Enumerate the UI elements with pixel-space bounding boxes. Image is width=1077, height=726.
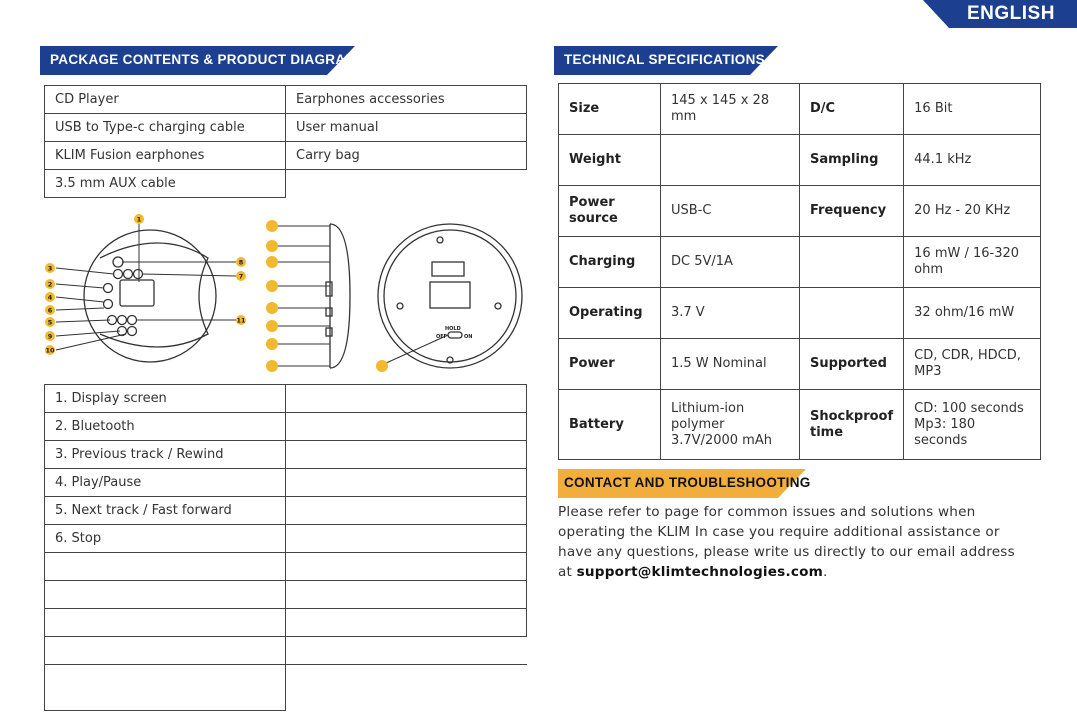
spec-label: Size [559, 84, 661, 135]
table-row [559, 288, 1041, 339]
spec-label: Weight [559, 135, 661, 186]
table-cell: 1. Display screen [45, 385, 286, 413]
callout-8-label: 8 [238, 258, 244, 267]
table-cell [45, 581, 286, 609]
table-row [45, 665, 527, 711]
table-row [45, 114, 527, 142]
contact-paragraph [558, 502, 1028, 582]
table-row [45, 609, 527, 637]
hold-switch-shape [448, 332, 462, 338]
table-cell [286, 385, 527, 413]
callout-5-label: 5 [47, 318, 53, 327]
table-cell: 5. Next track / Fast forward [45, 497, 286, 525]
callout-4-label: 4 [47, 293, 53, 302]
table-cell-empty [286, 665, 527, 711]
technical-specifications-table [558, 83, 1041, 460]
table-row [559, 339, 1041, 390]
contact-text-end: . [822, 564, 828, 580]
back-label-shape [432, 262, 464, 276]
side-port-shape [326, 282, 332, 296]
spec-label: Charging [559, 237, 661, 288]
table-cell-empty [286, 170, 527, 198]
table-row [559, 237, 1041, 288]
table-cell: User manual [286, 114, 527, 142]
table-cell: USB to Type-c charging cable [45, 114, 286, 142]
player-back-outline [378, 224, 522, 368]
table-cell [45, 553, 286, 581]
callout-11-label: 11 [236, 316, 246, 325]
contact-troubleshooting-title: CONTACT AND TROUBLESHOOTING [564, 475, 811, 490]
callout-7-label: 7 [238, 272, 244, 281]
spec-label: Power [559, 339, 661, 390]
language-label: ENGLISH [967, 3, 1055, 24]
player-side-outline [330, 224, 350, 368]
table-row [45, 385, 527, 413]
table-row [559, 390, 1041, 460]
package-contents-banner [40, 46, 355, 75]
callout-3-label: 3 [47, 264, 53, 273]
table-row [45, 441, 527, 469]
table-cell [286, 553, 527, 581]
button-shape [113, 257, 123, 267]
diagram-legend-table [44, 384, 527, 711]
callout-2-label: 2 [47, 280, 53, 289]
table-cell [286, 413, 527, 441]
table-cell: Carry bag [286, 142, 527, 170]
callout-9-label: 9 [47, 332, 53, 341]
spec-label: Power source [559, 186, 661, 237]
spec-label: Shockproof time [800, 390, 904, 460]
spec-value: 16 Bit [904, 84, 1041, 135]
contact-troubleshooting-banner [558, 469, 811, 498]
on-label: ON [464, 334, 473, 340]
table-row [45, 413, 527, 441]
table-row [45, 553, 527, 581]
spec-value: CD, CDR, HDCD, MP3 [904, 339, 1041, 390]
table-cell: 4. Play/Pause [45, 469, 286, 497]
spec-value: 16 mW / 16-320 ohm [904, 237, 1041, 288]
language-tab [923, 0, 1077, 28]
contact-text: Please refer to page for common issues and solutions when operating the KLIM In case you require additional assistance or have any questions, please write us directly to our email address at [558, 504, 1015, 580]
table-cell: Earphones accessories [286, 86, 527, 114]
table-row [45, 637, 527, 665]
table-row [45, 469, 527, 497]
spec-label: Operating [559, 288, 661, 339]
spec-value: 44.1 kHz [904, 135, 1041, 186]
off-label: OFF [436, 334, 448, 340]
table-cell: 6. Stop [45, 525, 286, 553]
player-front-outline [84, 230, 216, 362]
spec-label: Supported [800, 339, 904, 390]
table-cell [286, 609, 527, 637]
spec-value: 1.5 W Nominal [661, 339, 800, 390]
spec-value: 32 ohm/16 mW [904, 288, 1041, 339]
product-diagram [40, 210, 530, 376]
package-contents-title: PACKAGE CONTENTS & PRODUCT DIAGRAM [50, 52, 357, 67]
table-cell [45, 637, 286, 665]
table-cell [45, 609, 286, 637]
battery-cover-shape [430, 282, 470, 308]
support-email-link[interactable]: support@klimtechnologies.com [576, 564, 823, 580]
table-row [45, 170, 527, 198]
spec-value: USB-C [661, 186, 800, 237]
spec-label: Frequency [800, 186, 904, 237]
spec-value: Lithium-ion polymer 3.7V/2000 mAh [661, 390, 800, 460]
spec-label: Battery [559, 390, 661, 460]
spec-label [800, 237, 904, 288]
spec-label: Sampling [800, 135, 904, 186]
table-cell: CD Player [45, 86, 286, 114]
table-cell [286, 497, 527, 525]
table-cell [286, 525, 527, 553]
table-cell: KLIM Fusion earphones [45, 142, 286, 170]
spec-value: 145 x 145 x 28 mm [661, 84, 800, 135]
table-cell [286, 581, 527, 609]
table-cell [286, 469, 527, 497]
callout-10-label: 10 [45, 346, 55, 355]
table-row [45, 142, 527, 170]
callout-1-label: 1 [136, 215, 142, 224]
table-row [559, 84, 1041, 135]
table-cell: 3.5 mm AUX cable [45, 170, 286, 198]
callout-6-label: 6 [47, 306, 53, 315]
spec-value: DC 5V/1A [661, 237, 800, 288]
spec-value: 3.7 V [661, 288, 800, 339]
table-row [559, 135, 1041, 186]
table-row [45, 497, 527, 525]
spec-value: CD: 100 seconds Mp3: 180 seconds [904, 390, 1041, 460]
table-cell-empty [286, 637, 527, 665]
table-cell: 2. Bluetooth [45, 413, 286, 441]
technical-specifications-title: TECHNICAL SPECIFICATIONS [564, 52, 765, 67]
table-row [45, 581, 527, 609]
table-cell [286, 441, 527, 469]
spec-label: D/C [800, 84, 904, 135]
table-cell: 3. Previous track / Rewind [45, 441, 286, 469]
hold-label: HOLD [445, 326, 461, 332]
display-screen-shape [120, 280, 154, 306]
spec-value: 20 Hz - 20 KHz [904, 186, 1041, 237]
table-row [45, 525, 527, 553]
table-row [45, 86, 527, 114]
spec-value [661, 135, 800, 186]
table-cell [45, 665, 286, 711]
package-contents-table [44, 85, 527, 198]
technical-specifications-banner [554, 46, 778, 75]
table-row [559, 186, 1041, 237]
spec-label [800, 288, 904, 339]
